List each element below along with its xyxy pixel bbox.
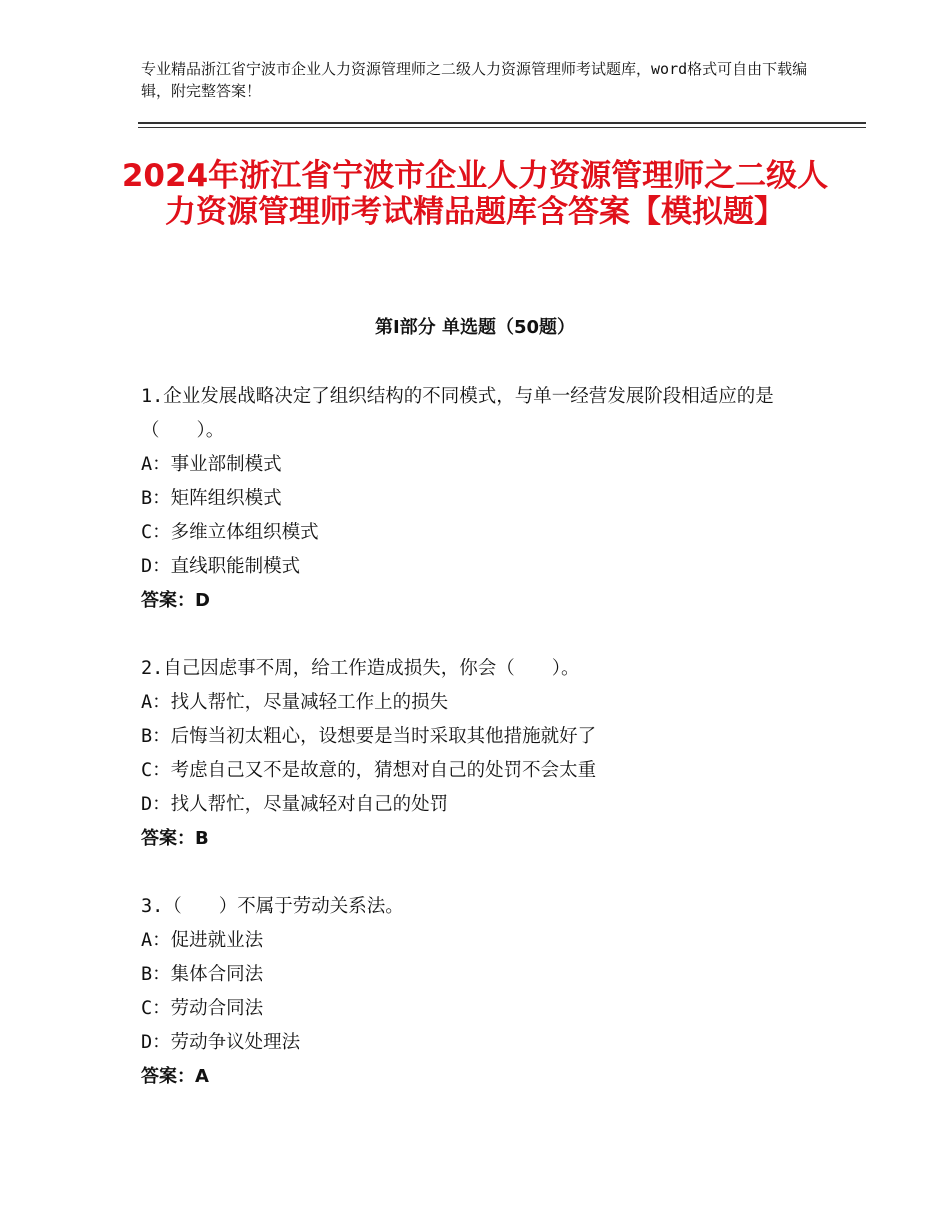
option-b: B：后悔当初太粗心，设想要是当时采取其他措施就好了 xyxy=(141,726,597,747)
answer-label: 答案：A xyxy=(141,1066,209,1087)
header-divider-thick xyxy=(138,122,866,124)
option-b: B：矩阵组织模式 xyxy=(141,488,282,509)
question-list xyxy=(141,380,821,1128)
option-d: D：劳动争议处理法 xyxy=(141,1032,301,1053)
answer-label: 答案：B xyxy=(141,828,209,849)
option-a: A：事业部制模式 xyxy=(141,454,282,475)
document-title: 2024年浙江省宁波市企业人力资源管理师之二级人力资源管理师考试精品题库含答案【模拟题】 xyxy=(121,158,829,230)
option-a: A：找人帮忙，尽量减轻工作上的损失 xyxy=(141,692,449,713)
option-a: A：促进就业法 xyxy=(141,930,264,951)
option-c: C：考虑自己又不是故意的，猜想对自己的处罚不会太重 xyxy=(141,760,597,781)
option-c: C：多维立体组织模式 xyxy=(141,522,319,543)
document-header-note: 专业精品浙江省宁波市企业人力资源管理师之二级人力资源管理师考试题库，word格式可自由下载编辑，附完整答案！ xyxy=(141,60,808,100)
section-heading: 第Ⅰ部分 单选题（50题） xyxy=(374,317,575,338)
option-d: D：找人帮忙，尽量减轻对自己的处罚 xyxy=(141,794,449,815)
question-stem: 3.（ ）不属于劳动关系法。 xyxy=(141,896,404,917)
option-d: D：直线职能制模式 xyxy=(141,556,301,577)
question-item xyxy=(141,652,821,856)
option-b: B：集体合同法 xyxy=(141,964,264,985)
question-stem: 1.企业发展战略决定了组织结构的不同模式，与单一经营发展阶段相适应的是（ ）。 xyxy=(141,386,774,441)
header-divider-thin xyxy=(138,127,866,128)
question-item xyxy=(141,380,821,618)
answer-label: 答案：D xyxy=(141,590,210,611)
question-stem: 2.自己因虑事不周，给工作造成损失，你会（ ）。 xyxy=(141,658,580,679)
option-c: C：劳动合同法 xyxy=(141,998,264,1019)
question-item xyxy=(141,890,821,1094)
